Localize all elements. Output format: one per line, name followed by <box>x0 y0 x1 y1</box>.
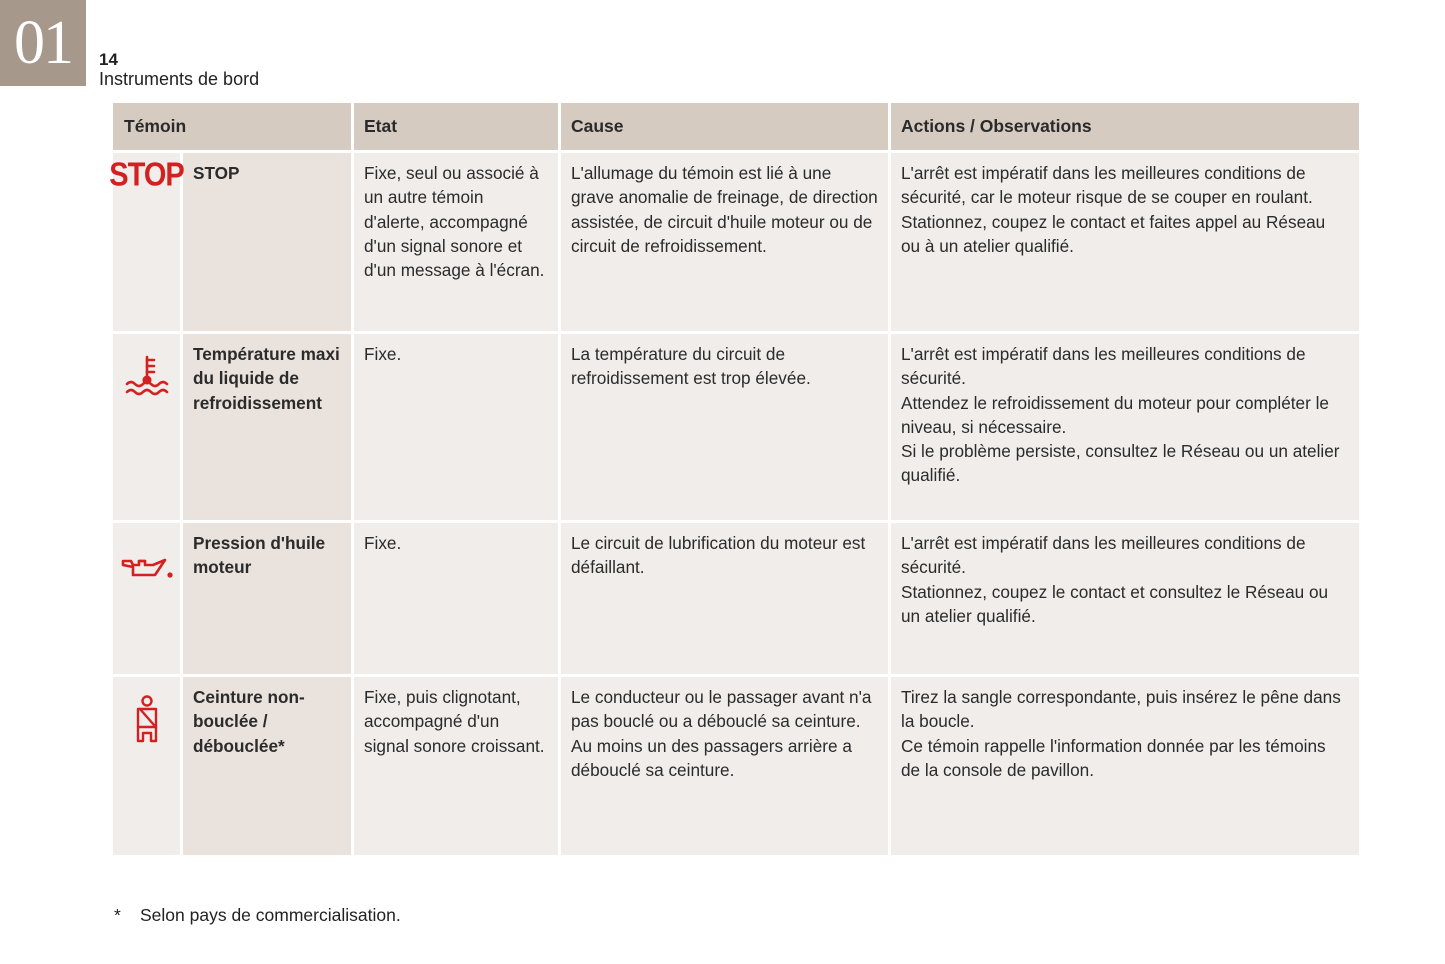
warning-state: Fixe, puis clignotant, accompagné d'un signal sonore croissant. <box>354 677 561 855</box>
table-row <box>109 150 1359 331</box>
warning-action: L'arrêt est impératif dans les meilleures conditions de sécurité. Stationnez, coupez le contact et consultez le Réseau ou un atelier qualifié. <box>891 523 1359 674</box>
warning-cause: L'allumage du témoin est lié à une grave anomalie de freinage, de direction assistée, de circuit d'huile moteur ou de circuit de refroidissement. <box>561 153 891 331</box>
warning-name: STOP <box>183 153 354 331</box>
table-row <box>113 331 1359 520</box>
warning-state: Fixe. <box>354 523 561 674</box>
table-row <box>113 674 1359 855</box>
column-header-etat: Etat <box>354 103 561 150</box>
coolant-temperature-icon <box>123 354 171 400</box>
warning-cause: La température du circuit de refroidissement est trop élevée. <box>561 334 891 520</box>
table-header-row <box>113 103 1359 150</box>
warning-action: L'arrêt est impératif dans les meilleures conditions de sécurité. Attendez le refroidissement du moteur pour compléter le niveau, si nécessaire. Si le problème persiste, consultez le Réseau ou un atelier qualifié. <box>891 334 1359 520</box>
column-header-actions: Actions / Observations <box>891 103 1359 150</box>
footnote-text: Selon pays de commercialisation. <box>140 905 401 925</box>
warning-action: Tirez la sangle correspondante, puis insérez le pêne dans la boucle. Ce témoin rappelle l'information donnée par les témoins de la console de pavillon. <box>891 677 1359 855</box>
warning-state: Fixe, seul ou associé à un autre témoin d'alerte, accompagné d'un signal sonore et d'un message à l'écran. <box>354 153 561 331</box>
column-header-cause: Cause <box>561 103 891 150</box>
warning-state: Fixe. <box>354 334 561 520</box>
warning-cause: Le circuit de lubrification du moteur est défaillant. <box>561 523 891 674</box>
column-header-temoin: Témoin <box>113 103 354 150</box>
warning-name: Pression d'huile moteur <box>183 523 354 674</box>
oil-pressure-icon <box>119 551 175 585</box>
footnote-marker: * <box>114 905 121 925</box>
icon-cell <box>109 153 184 331</box>
seatbelt-icon <box>131 695 163 745</box>
icon-cell <box>113 677 183 855</box>
icon-cell <box>113 523 183 674</box>
section-title: Instruments de bord <box>99 69 260 89</box>
warning-action: L'arrêt est impératif dans les meilleures conditions de sécurité, car le moteur risque de se couper en roulant. Stationnez, coupez le contact et faites appel au Réseau ou à un atelier qualifié. <box>891 153 1359 331</box>
stop-warning-icon: STOP <box>109 156 184 194</box>
warning-lights-table <box>109 103 1359 855</box>
warning-name: Ceinture non-bouclée / débouclée* <box>183 677 354 855</box>
icon-cell <box>113 334 183 520</box>
chapter-tab: 01 <box>0 0 86 86</box>
table-row <box>113 520 1359 674</box>
page-number: 14 <box>99 50 118 69</box>
warning-cause: Le conducteur ou le passager avant n'a pas bouclé ou a débouclé sa ceinture. Au moins un des passagers arrière a débouclé sa ceinture. <box>561 677 891 855</box>
footnote <box>114 905 401 926</box>
warning-name: Température maxi du liquide de refroidissement <box>183 334 354 520</box>
